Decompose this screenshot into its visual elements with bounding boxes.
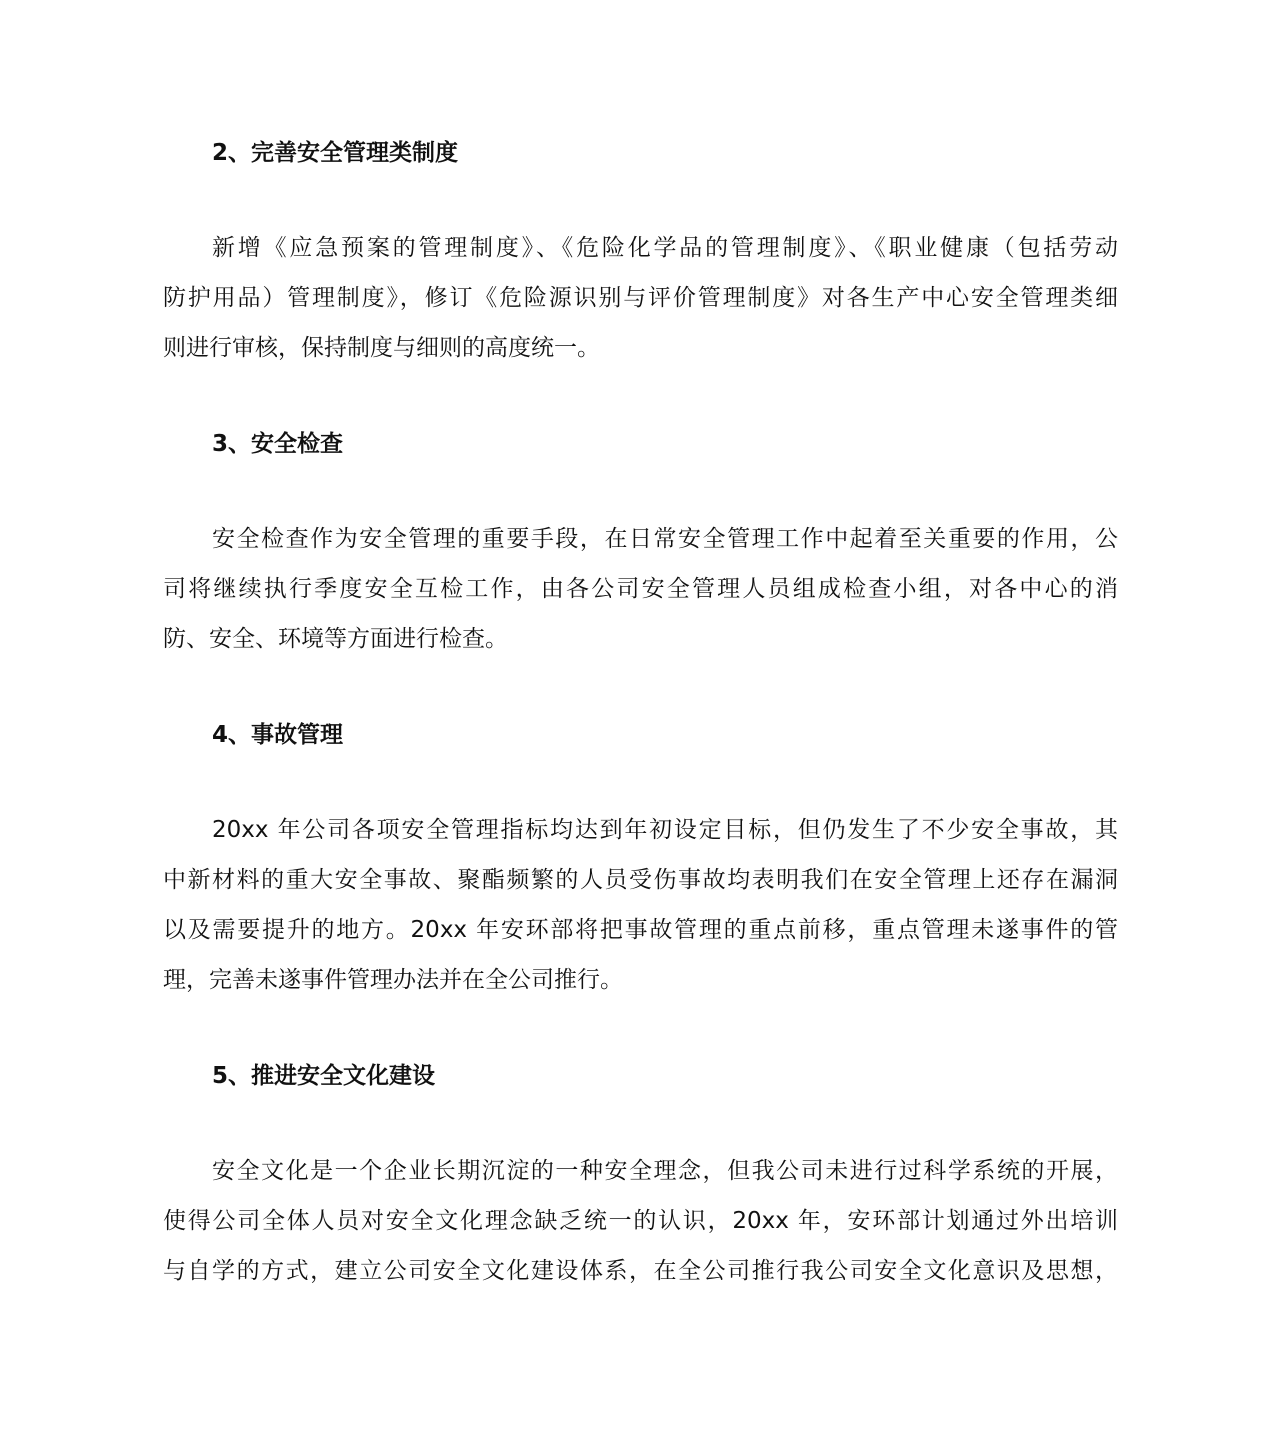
section-paragraph-2: [163, 223, 1118, 373]
paragraph-line: 司将继续执行季度安全互检工作，由各公司安全管理人员组成检查小组，对各中心的消: [163, 576, 1118, 602]
paragraph-line: 中新材料的重大安全事故、聚酯频繁的人员受伤事故均表明我们在安全管理上还存在漏洞: [163, 867, 1118, 893]
section-heading-2: 2、完善安全管理类制度: [212, 140, 459, 166]
section-paragraph-3: [163, 514, 1118, 664]
paragraph-line: 安全文化是一个企业长期沉淀的一种安全理念，但我公司未进行过科学系统的开展，: [212, 1158, 1118, 1184]
paragraph-line: 20xx 年公司各项安全管理指标均达到年初设定目标，但仍发生了不少安全事故，其: [212, 817, 1118, 843]
section-paragraph-4: [163, 805, 1118, 1005]
paragraph-line: 理，完善未遂事件管理办法并在全公司推行。: [163, 967, 623, 993]
section-paragraph-5: [163, 1146, 1118, 1296]
section-heading-3: 3、安全检查: [212, 431, 344, 457]
paragraph-line: 以及需要提升的地方。20xx 年安环部将把事故管理的重点前移，重点管理未遂事件的管: [163, 917, 1118, 943]
paragraph-line: 安全检查作为安全管理的重要手段，在日常安全管理工作中起着至关重要的作用，公: [212, 526, 1118, 552]
paragraph-line: 防护用品）管理制度》，修订《危险源识别与评价管理制度》对各生产中心安全管理类细: [163, 285, 1118, 311]
paragraph-line: 新增《应急预案的管理制度》、《危险化学品的管理制度》、《职业健康（包括劳动: [212, 235, 1118, 261]
paragraph-line: 则进行审核，保持制度与细则的高度统一。: [163, 335, 600, 361]
section-heading-4: 4、事故管理: [212, 722, 344, 748]
section-heading-5: 5、推进安全文化建设: [212, 1063, 436, 1089]
paragraph-line: 使得公司全体人员对安全文化理念缺乏统一的认识，20xx 年，安环部计划通过外出培训: [163, 1208, 1118, 1234]
paragraph-line: 防、安全、环境等方面进行检查。: [163, 626, 508, 652]
paragraph-line: 与自学的方式，建立公司安全文化建设体系，在全公司推行我公司安全文化意识及思想，: [163, 1258, 1118, 1284]
